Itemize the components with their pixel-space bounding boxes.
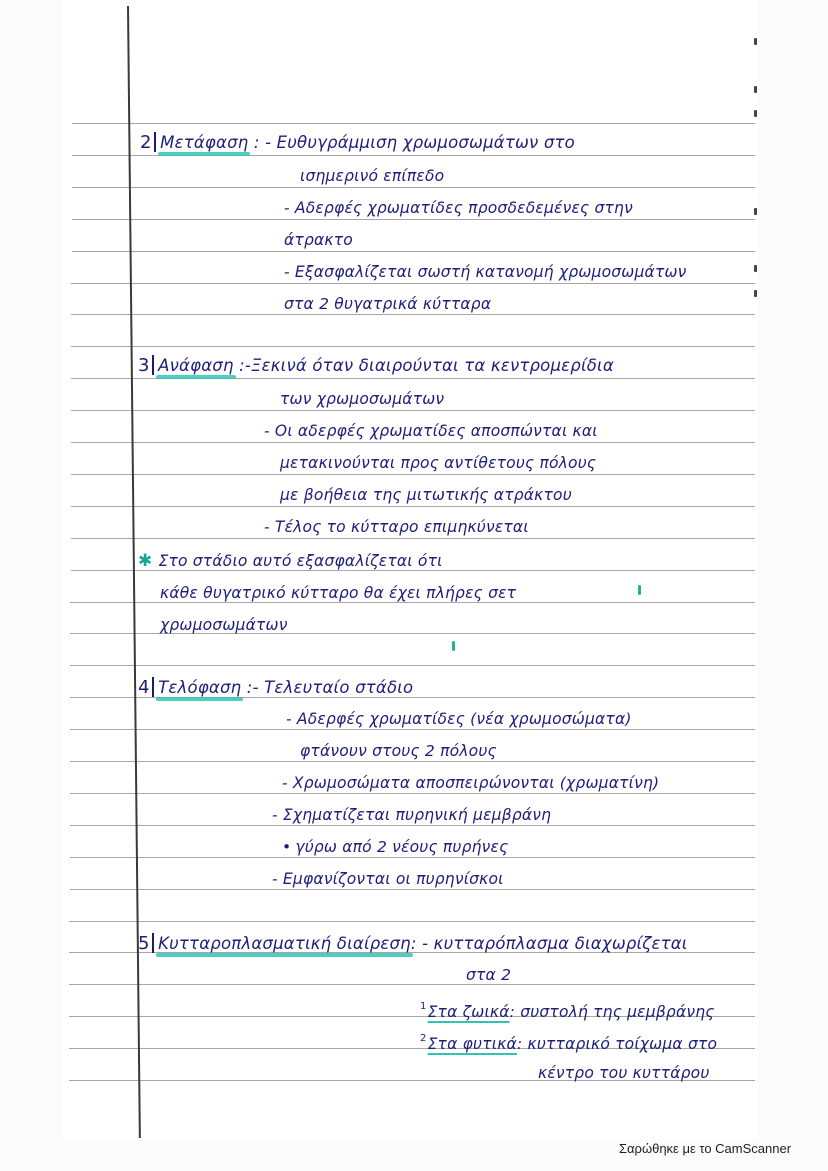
text-line: -Ξεκινά όταν διαιρούνται τα κεντρομερίδια <box>244 356 614 375</box>
edge-mark <box>754 208 757 215</box>
text-line: φτάνουν στους 2 πόλους <box>300 742 497 760</box>
text-line: - κυτταρόπλασμα διαχωρίζεται <box>422 934 688 953</box>
text-line: των χρωμοσωμάτων <box>280 390 445 408</box>
asterisk-icon: ✱ <box>138 551 153 571</box>
section-number: 4 <box>138 677 150 698</box>
section-bar <box>152 677 155 697</box>
text-line: κάθε θυγατρικό κύτταρο θα έχει πλήρες σετ <box>160 584 517 602</box>
text-line: - Οι αδερφές χρωματίδες αποσπώνται και <box>264 422 598 440</box>
text-line: - Σχηματίζεται πυρηνική μεμβράνη <box>272 806 552 824</box>
section-bar <box>152 933 155 953</box>
ruled-line <box>69 921 755 922</box>
text-line: - Αδερφές χρωματίδες (νέα χρωμοσώματα) <box>286 710 632 728</box>
text-line <box>282 837 508 857</box>
item-label: Στα φυτικά <box>427 1035 517 1053</box>
edge-mark <box>754 110 757 117</box>
separator: : <box>253 133 260 152</box>
edge-mark <box>754 38 757 45</box>
note-line <box>138 551 443 571</box>
section-title: Μετάφαση <box>160 133 249 152</box>
edge-mark <box>754 290 757 297</box>
section-number: 2 <box>140 132 152 153</box>
text-line: - Ευθυγράμμιση χρωμοσωμάτων στο <box>265 133 575 152</box>
ruled-line <box>72 219 755 220</box>
text-line: - Εμφανίζονται οι πυρηνίσκοι <box>272 870 504 888</box>
section-2-heading <box>140 132 575 153</box>
camscanner-watermark: Σαρώθηκε με το CamScanner <box>619 1141 792 1156</box>
ruled-line <box>69 984 755 985</box>
ruled-line <box>70 761 755 762</box>
item-marker: 1 <box>420 1001 427 1012</box>
item-label: Στα ζωικά <box>427 1003 510 1021</box>
item-marker: 2 <box>420 1033 427 1044</box>
section-number: 5 <box>138 933 150 954</box>
separator: : <box>239 356 245 375</box>
ruled-line <box>71 410 755 411</box>
separator: : <box>410 934 417 953</box>
section-bar <box>152 355 155 375</box>
text-line: - Χρωμοσώματα αποσπειρώνονται (χρωματίνη) <box>282 774 660 792</box>
section-4-heading <box>138 677 413 698</box>
text-line-content: γύρω από 2 νέους πυρήνες <box>295 838 509 856</box>
text-line: ισημερινό επίπεδο <box>300 167 445 185</box>
text-line: στα 2 θυγατρικά κύτταρα <box>284 295 492 313</box>
list-item <box>420 1029 717 1054</box>
ruled-line <box>71 538 755 539</box>
ink-mark <box>452 641 455 651</box>
ruled-line <box>70 665 755 666</box>
text-line: κέντρο του κυττάρου <box>538 1064 710 1082</box>
text-line: Στο στάδιο αυτό εξασφαλίζεται ότι <box>158 552 443 570</box>
text-line: χρωμοσωμάτων <box>160 616 288 634</box>
ruled-line <box>72 251 755 252</box>
section-number: 3 <box>138 355 150 376</box>
bullet-icon: • <box>282 838 292 856</box>
text-line: - Αδερφές χρωματίδες προσδεδεμένες στην <box>284 199 633 217</box>
text-line: - Εξασφαλίζεται σωστή κατανομή χρωμοσωμάτων <box>284 263 687 281</box>
ruled-line <box>71 314 755 315</box>
text-line: στα 2 <box>466 966 512 984</box>
item-text: : κυτταρικό τοίχωμα στο <box>516 1035 718 1053</box>
text-line: μετακινούνται προς αντίθετους πόλους <box>280 454 597 472</box>
section-5-heading <box>138 933 688 954</box>
text-line: - Τέλος το κύτταρο επιμηκύνεται <box>264 518 529 536</box>
ink-mark <box>638 585 641 595</box>
ruled-line <box>71 442 755 443</box>
ruled-line <box>71 506 755 507</box>
edge-mark <box>754 86 757 93</box>
ruled-line <box>70 793 755 794</box>
section-3-heading <box>138 355 614 376</box>
ruled-line <box>72 187 755 188</box>
ruled-line <box>70 729 755 730</box>
section-title: Ανάφαση <box>158 356 234 375</box>
ruled-line <box>71 283 755 284</box>
text-line: άτρακτο <box>284 231 353 249</box>
section-bar <box>154 132 157 152</box>
section-title: Τελόφαση <box>158 678 242 697</box>
ruled-line <box>71 474 755 475</box>
item-text: : συστολή της μεμβράνης <box>509 1003 715 1021</box>
text-line: - Τελευταίο στάδιο <box>252 678 414 697</box>
text-line: με βοήθεια της μιτωτικής ατράκτου <box>280 486 572 504</box>
separator: : <box>246 678 253 697</box>
ruled-line <box>72 123 755 124</box>
ruled-line <box>71 346 755 347</box>
section-title: Κυτταροπλασματική διαίρεση <box>158 934 411 953</box>
list-item <box>420 997 715 1022</box>
edge-mark <box>754 265 757 272</box>
